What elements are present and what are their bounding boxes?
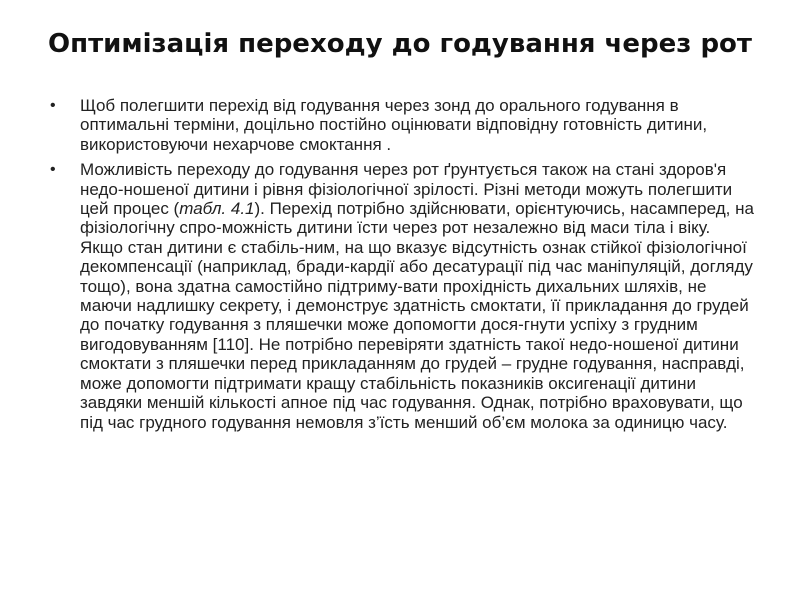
- paragraph-text-after: ). Перехід потрібно здійснювати, орієнтуючись, насамперед, на фізіологічну спро-можність дитини їсти через рот незалежно від маси тіла і віку. Якщо стан дитини є стабіль-ним, на що вказує відсутність ознак стійкої фізіологічної декомпенсації (наприклад, бради-кардії або десатурації під час маніпуляцій, догляду тощо), вона здатна самостійно підтриму-вати прохідність дихальних шляхів, не маючи надлишку секрету, і демонструє здатність смоктати, її прикладання до грудей до початку годування з пляшечки може допомогти дося-гнути успіху з грудним вигодовуванням [110]. Не потрібно перевіряти здатність такої недо-ношеної дитини смоктати з пляшечки перед прикладанням до грудей – грудне годування, насправді, може допомогти підтримати кращу стабільність показників оксигенації дитини завдяки меншій кількості апное під час годування. Однак, потрібно враховувати, що під час грудного годування немовля з’їсть менший об’єм молока за одиницю часу.: [80, 199, 754, 432]
- bullet-icon: •: [50, 97, 56, 114]
- table-reference: табл. 4.1: [179, 199, 255, 219]
- slide-title: Оптимізація переходу до годування через рот: [48, 29, 752, 59]
- paragraph-text-before: Можливість переходу до годування через рот ґрунтується також на стані здоров'я недо-ношеної дитини і рівня фізіологічної зрілості. Різні методи можуть полегшити цей процес (: [80, 160, 733, 219]
- bullet-item-1: [50, 96, 756, 154]
- bullet-item-2: [50, 160, 756, 432]
- bullet-icon: •: [50, 161, 56, 179]
- paragraph-text: Щоб полегшити перехід від годування через зонд до орального годування в оптимальні терміни, доцільно постійно оцінювати відповідну готовність дитини, використовуючи нехарчове смоктання .: [80, 96, 708, 154]
- bullet-list: [50, 96, 756, 438]
